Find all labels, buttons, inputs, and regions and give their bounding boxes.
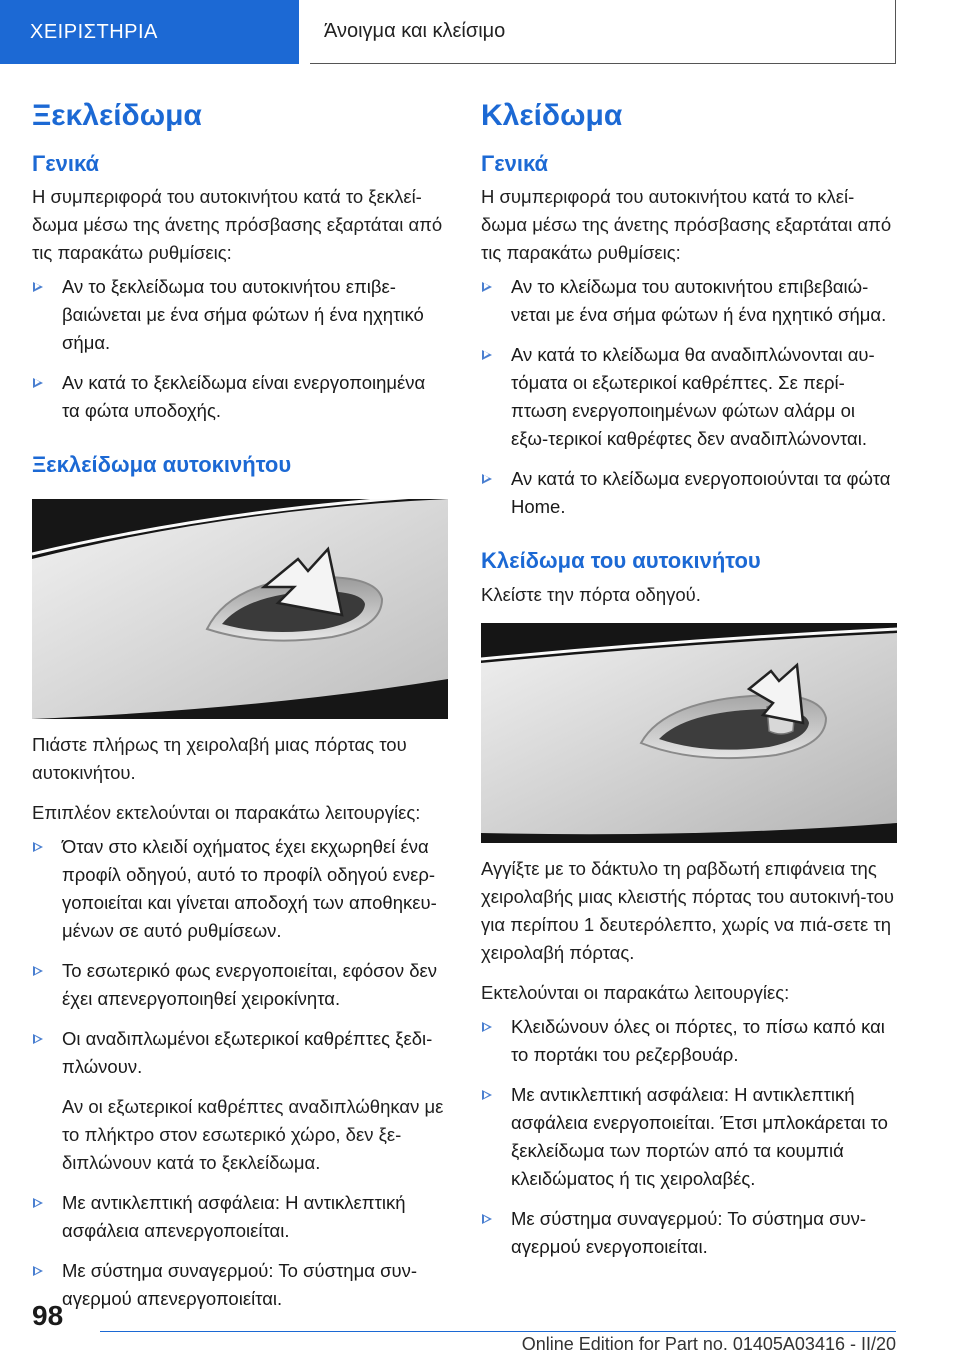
list-item: Αν κατά το κλείδωμα ενεργοποιούνται τα φώτα Home. xyxy=(481,465,897,521)
triangle-bullet-icon xyxy=(33,842,43,852)
door-handle-unlock-image xyxy=(32,499,448,719)
locking-general-heading: Γενικά xyxy=(481,151,549,176)
unlocking-general-list xyxy=(32,273,448,425)
triangle-bullet-icon xyxy=(482,1214,492,1224)
triangle-bullet-icon xyxy=(482,474,492,484)
edition-text: Online Edition for Part no. 01405A03416 - II/20 xyxy=(521,1334,896,1354)
list-item: Με αντικλεπτική ασφάλεια: Η αντικλεπτική ασφάλεια απενεργοποιείται. xyxy=(32,1189,448,1245)
mirror-note: Αν οι εξωτερικοί καθρέπτες αναδιπλώθηκαν με το πλήκτρο στον εσωτερικό χώρο, δεν ξε-διπλώνουν κατά το ξεκλείδωμα. xyxy=(62,1096,444,1174)
left-column xyxy=(32,98,448,1325)
triangle-bullet-icon xyxy=(33,1198,43,1208)
triangle-bullet-icon xyxy=(33,378,43,388)
footer-divider xyxy=(100,1331,896,1332)
list-item: Το εσωτερικό φως ενεργοποιείται, εφόσον δεν έχει απενεργοποιηθεί χειροκίνητα. xyxy=(32,957,448,1013)
unlocking-general-text: Η συμπεριφορά του αυτοκινήτου κατά το ξεκλεί-δωμα μέσω της άνετης πρόσβασης εξαρτάται από τις παρακάτω ρυθμίσεις: xyxy=(32,185,443,263)
triangle-bullet-icon xyxy=(482,1022,492,1032)
list-item: Με σύστημα συναγερμού: Το σύστημα συν-αγερμού ενεργοποιείται. xyxy=(481,1205,897,1261)
list-item: Αν το ξεκλείδωμα του αυτοκινήτου επιβε-βαιώνεται με ένα σήμα φώτων ή ένα ηχητικό σήμα. xyxy=(32,273,448,357)
right-column xyxy=(481,98,897,1273)
triangle-bullet-icon xyxy=(482,350,492,360)
unlocking-vehicle-text-2: Επιπλέον εκτελούνται οι παρακάτω λειτουργίες: xyxy=(32,802,421,824)
page-number: 98 xyxy=(32,1300,64,1331)
list-item: Κλειδώνουν όλες οι πόρτες, το πίσω καπό και το πορτάκι του ρεζερβουάρ. xyxy=(481,1013,897,1069)
door-handle-lock-image xyxy=(481,623,897,843)
unlocking-vehicle-heading: Ξεκλείδωμα αυτοκινήτου xyxy=(32,451,292,477)
locking-general-text: Η συμπεριφορά του αυτοκινήτου κατά το κλεί-δωμα μέσω της άνετης πρόσβασης εξαρτάται από τις παρακάτω ρυθμίσεις: xyxy=(481,185,892,263)
unlocking-vehicle-list xyxy=(32,833,448,1313)
triangle-bullet-icon xyxy=(33,1266,43,1276)
list-item: Όταν στο κλειδί οχήματος έχει εκχωρηθεί ένα προφίλ οδηγού, αυτό το προφίλ οδηγού ενερ-γοποιείται και γίνεται αποδοχή των αποθηκευ-μένων σε αυτό ρυθμίσεων. xyxy=(32,833,448,945)
locking-general-list xyxy=(481,273,897,521)
locking-vehicle-list xyxy=(481,1013,897,1261)
list-item: Αν κατά το ξεκλείδωμα είναι ενεργοποιημένα τα φώτα υποδοχής. xyxy=(32,369,448,425)
locking-vehicle-heading: Κλείδωμα του αυτοκινήτου xyxy=(481,547,761,573)
triangle-bullet-icon xyxy=(482,1090,492,1100)
list-item: Οι αναδιπλωμένοι εξωτερικοί καθρέπτες ξεδι-πλώνουν. Αν οι εξωτερικοί καθρέπτες αναδιπλώθηκαν με το πλήκτρο στον εσωτερικό χώρο, δεν ξε-διπλώνουν κατά το ξεκλείδωμα. xyxy=(32,1025,448,1177)
list-item: Με σύστημα συναγερμού: Το σύστημα συν-αγερμού απενεργοποιείται. xyxy=(32,1257,448,1313)
unlocking-title: Ξεκλείδωμα xyxy=(32,99,202,132)
triangle-bullet-icon xyxy=(33,282,43,292)
locking-title: Κλείδωμα xyxy=(481,99,623,132)
section-tab: ΧΕΙΡΙΣΤΗΡΙΑ xyxy=(0,0,299,64)
unlocking-vehicle-text-1: Πιάστε πλήρως τη χειρολαβή μιας πόρτας του αυτοκινήτου. xyxy=(32,734,407,784)
unlocking-general-heading: Γενικά xyxy=(32,151,100,176)
list-item: Αν κατά το κλείδωμα θα αναδιπλώνονται αυ-τόματα οι εξωτερικοί καθρέπτες. Σε περί-πτωση ενεργοποιημένων φώτων αλάρμ οι εξω-τερικοί καθρέφτες δεν αναδιπλώνονται. xyxy=(481,341,897,453)
locking-vehicle-text-3: Εκτελούνται οι παρακάτω λειτουργίες: xyxy=(481,982,790,1004)
list-item: Με αντικλεπτική ασφάλεια: Η αντικλεπτική ασφάλεια ενεργοποιείται. Έτσι μπλοκάρεται το ξεκλείδωμα των πορτών από τα κουμπιά κλειδώματος ή τις χειρολαβές. xyxy=(481,1081,897,1193)
triangle-bullet-icon xyxy=(33,966,43,976)
triangle-bullet-icon xyxy=(33,1034,43,1044)
triangle-bullet-icon xyxy=(482,282,492,292)
chapter-title: Άνοιγμα και κλείσιμο xyxy=(310,0,896,64)
locking-vehicle-text-1: Κλείστε την πόρτα οδηγού. xyxy=(481,584,701,606)
list-item: Αν το κλείδωμα του αυτοκινήτου επιβεβαιώ-νεται με ένα σήμα φώτων ή ένα ηχητικό σήμα. xyxy=(481,273,897,329)
locking-vehicle-text-2: Αγγίξτε με το δάκτυλο τη ραβδωτή επιφάνεια της χειρολαβής μιας κλειστής πόρτας του αυτοκινή-του για περίπου 1 δευτερόλεπτο, χωρίς να πιά-σετε τη χειρολαβή πόρτας. xyxy=(481,858,894,964)
